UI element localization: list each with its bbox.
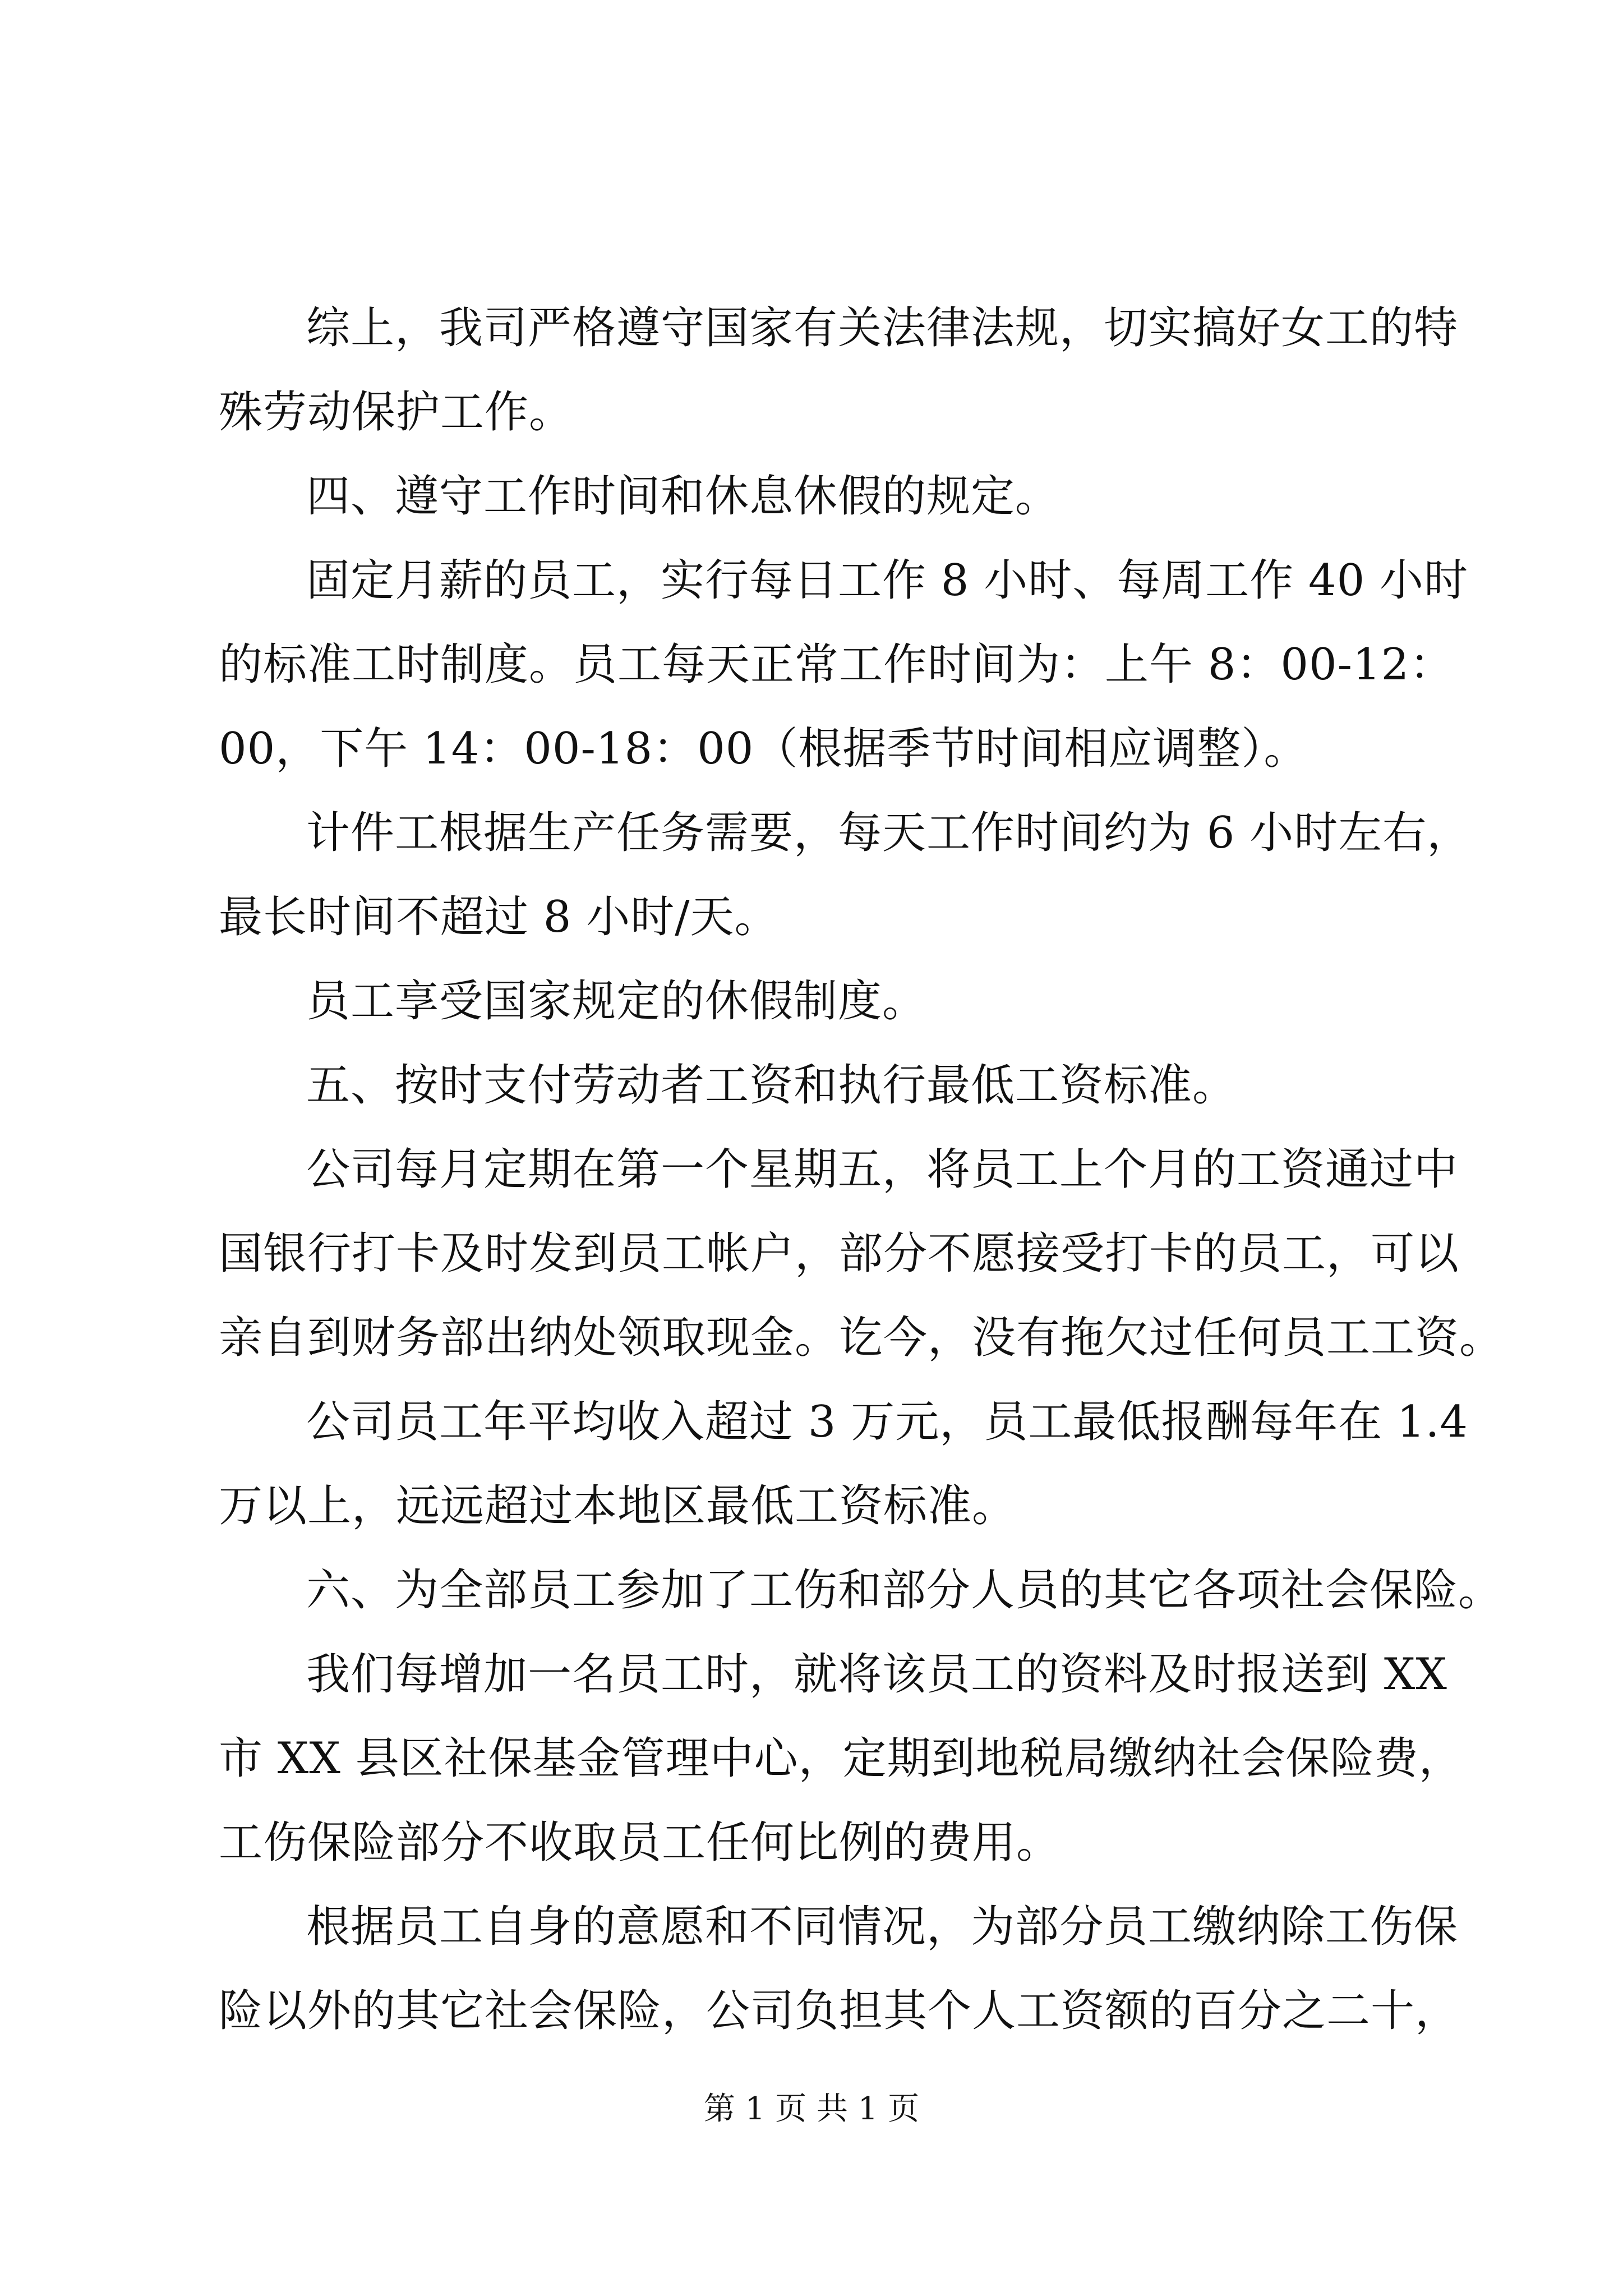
section-heading: 六、为全部员工参加了工伤和部分人员的其它各项社会保险。 <box>306 1565 1503 1616</box>
paragraph-line: 万以上，远远超过本地区最低工资标准。 <box>219 1481 1017 1531</box>
paragraph-line: 险以外的其它社会保险，公司负担其个人工资额的百分之二十， <box>219 1986 1460 2036</box>
paragraph-line: 的标准工时制度。员工每天正常工作时间为：上午 8：00-12： <box>219 639 1454 690</box>
paragraph-line: 根据员工自身的意愿和不同情况，为部分员工缴纳除工伤保 <box>306 1902 1459 1952</box>
paragraph-line: 员工享受国家规定的休假制度。 <box>306 976 927 1027</box>
paragraph-line: 计件工根据生产任务需要，每天工作时间约为 6 小时左右， <box>306 808 1472 858</box>
paragraph-line: 亲自到财务部出纳处领取现金。讫今，没有拖欠过任何员工工资。 <box>219 1313 1504 1363</box>
paragraph-line: 国银行打卡及时发到员工帐户，部分不愿接受打卡的员工，可以 <box>219 1228 1460 1279</box>
paragraph-line: 殊劳动保护工作。 <box>219 387 574 438</box>
paragraph-line: 市 XX 县区社保基金管理中心，定期到地税局缴纳社会保险费， <box>219 1733 1463 1784</box>
paragraph-line: 公司每月定期在第一个星期五，将员工上个月的工资通过中 <box>306 1144 1459 1195</box>
paragraph-line: 固定月薪的员工，实行每日工作 8 小时、每周工作 40 小时 <box>306 555 1469 606</box>
paragraph-line: 综上，我司严格遵守国家有关法律法规，切实搞好女工的特 <box>306 303 1459 353</box>
paragraph-line: 工伤保险部分不收取员工任何比例的费用。 <box>219 1818 1061 1868</box>
section-heading: 四、遵守工作时间和休息休假的规定。 <box>306 471 1060 522</box>
paragraph-line: 最长时间不超过 8 小时/天。 <box>219 892 779 942</box>
paragraph-line: 00，下午 14：00-18：00（根据季节时间相应调整）。 <box>219 724 1308 774</box>
section-heading: 五、按时支付劳动者工资和执行最低工资标准。 <box>306 1060 1237 1111</box>
page-number-footer: 第 1 页 共 1 页 <box>703 2091 920 2127</box>
paragraph-line: 公司员工年平均收入超过 3 万元，员工最低报酬每年在 1.4 <box>306 1397 1469 1447</box>
paragraph-line: 我们每增加一名员工时，就将该员工的资料及时报送到 XX <box>306 1649 1447 1700</box>
